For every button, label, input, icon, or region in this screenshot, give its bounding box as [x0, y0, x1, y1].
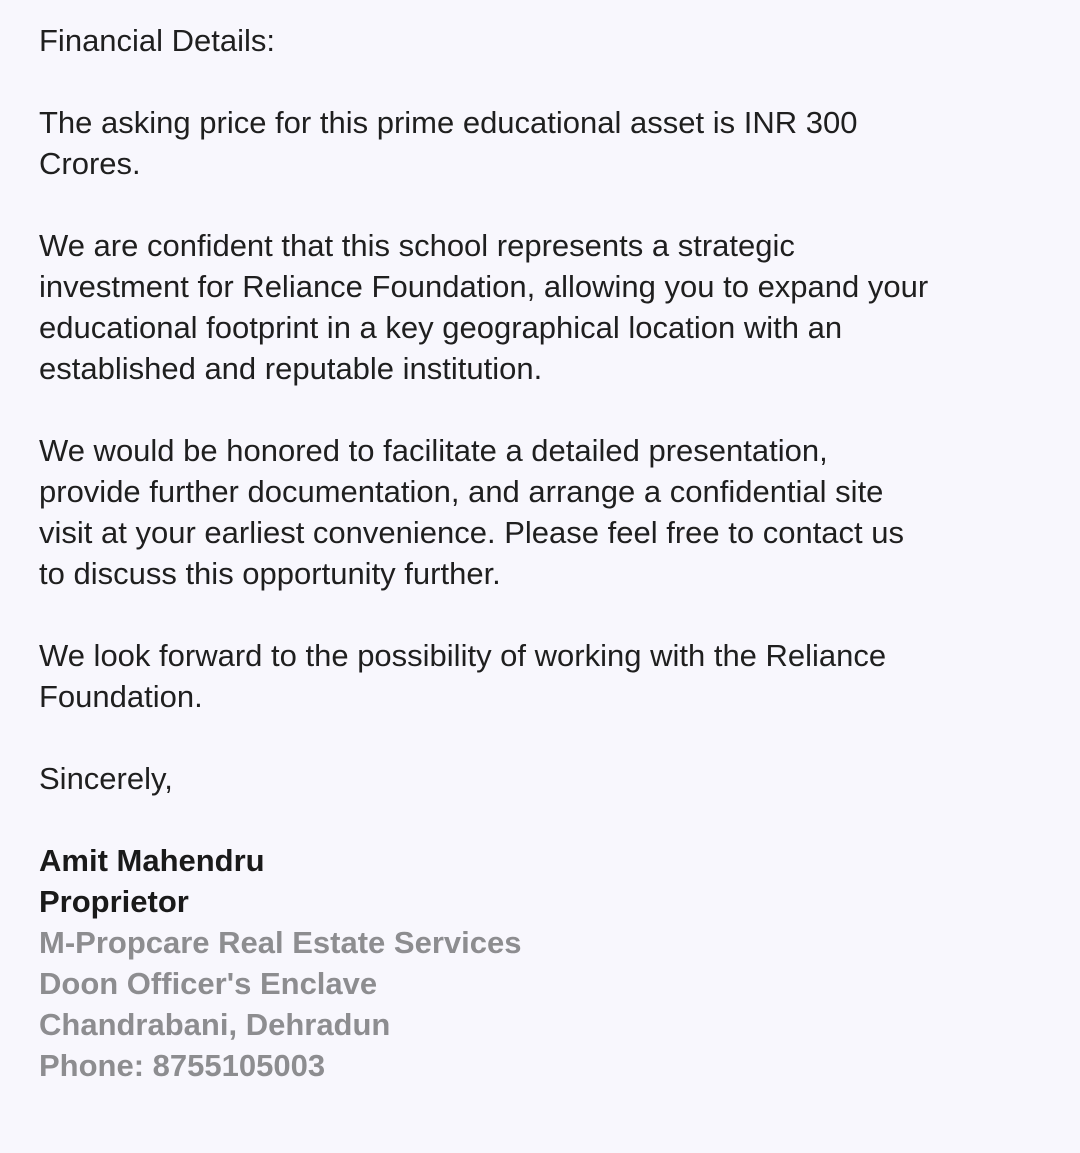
paragraph-line: visit at your earliest convenience. Please feel free to contact us — [39, 515, 905, 550]
company-name: M-Propcare Real Estate Services — [39, 925, 522, 960]
paragraph-line: provide further documentation, and arrange a confidential site — [39, 474, 884, 509]
presentation-paragraph — [39, 430, 1049, 594]
price-paragraph — [39, 102, 1049, 184]
address-line-2: Chandrabani, Dehradun — [39, 1007, 391, 1042]
phone-number: Phone: 8755105003 — [39, 1048, 326, 1083]
salutation-block — [39, 758, 1049, 799]
confidence-paragraph — [39, 225, 1049, 389]
paragraph-line: Foundation. — [39, 679, 203, 714]
closing-paragraph — [39, 635, 1049, 717]
heading-block — [39, 20, 1049, 61]
letter-body — [39, 20, 1049, 1086]
paragraph-line: We are confident that this school represents a strategic — [39, 228, 795, 263]
paragraph-line: investment for Reliance Foundation, allowing you to expand your — [39, 269, 929, 304]
address-line-1: Doon Officer's Enclave — [39, 966, 378, 1001]
paragraph-line: to discuss this opportunity further. — [39, 556, 501, 591]
paragraph-line: educational footprint in a key geographical location with an — [39, 310, 843, 345]
financial-details-heading: Financial Details: — [39, 23, 276, 58]
paragraph-line: established and reputable institution. — [39, 351, 543, 386]
paragraph-line: Crores. — [39, 146, 141, 181]
paragraph-line: We look forward to the possibility of working with the Reliance — [39, 638, 887, 673]
signer-title: Proprietor — [39, 884, 189, 919]
signer-name: Amit Mahendru — [39, 843, 265, 878]
paragraph-line: We would be honored to facilitate a detailed presentation, — [39, 433, 828, 468]
salutation: Sincerely, — [39, 761, 173, 796]
paragraph-line: The asking price for this prime educational asset is INR 300 — [39, 105, 858, 140]
signature-block — [39, 840, 1049, 1086]
